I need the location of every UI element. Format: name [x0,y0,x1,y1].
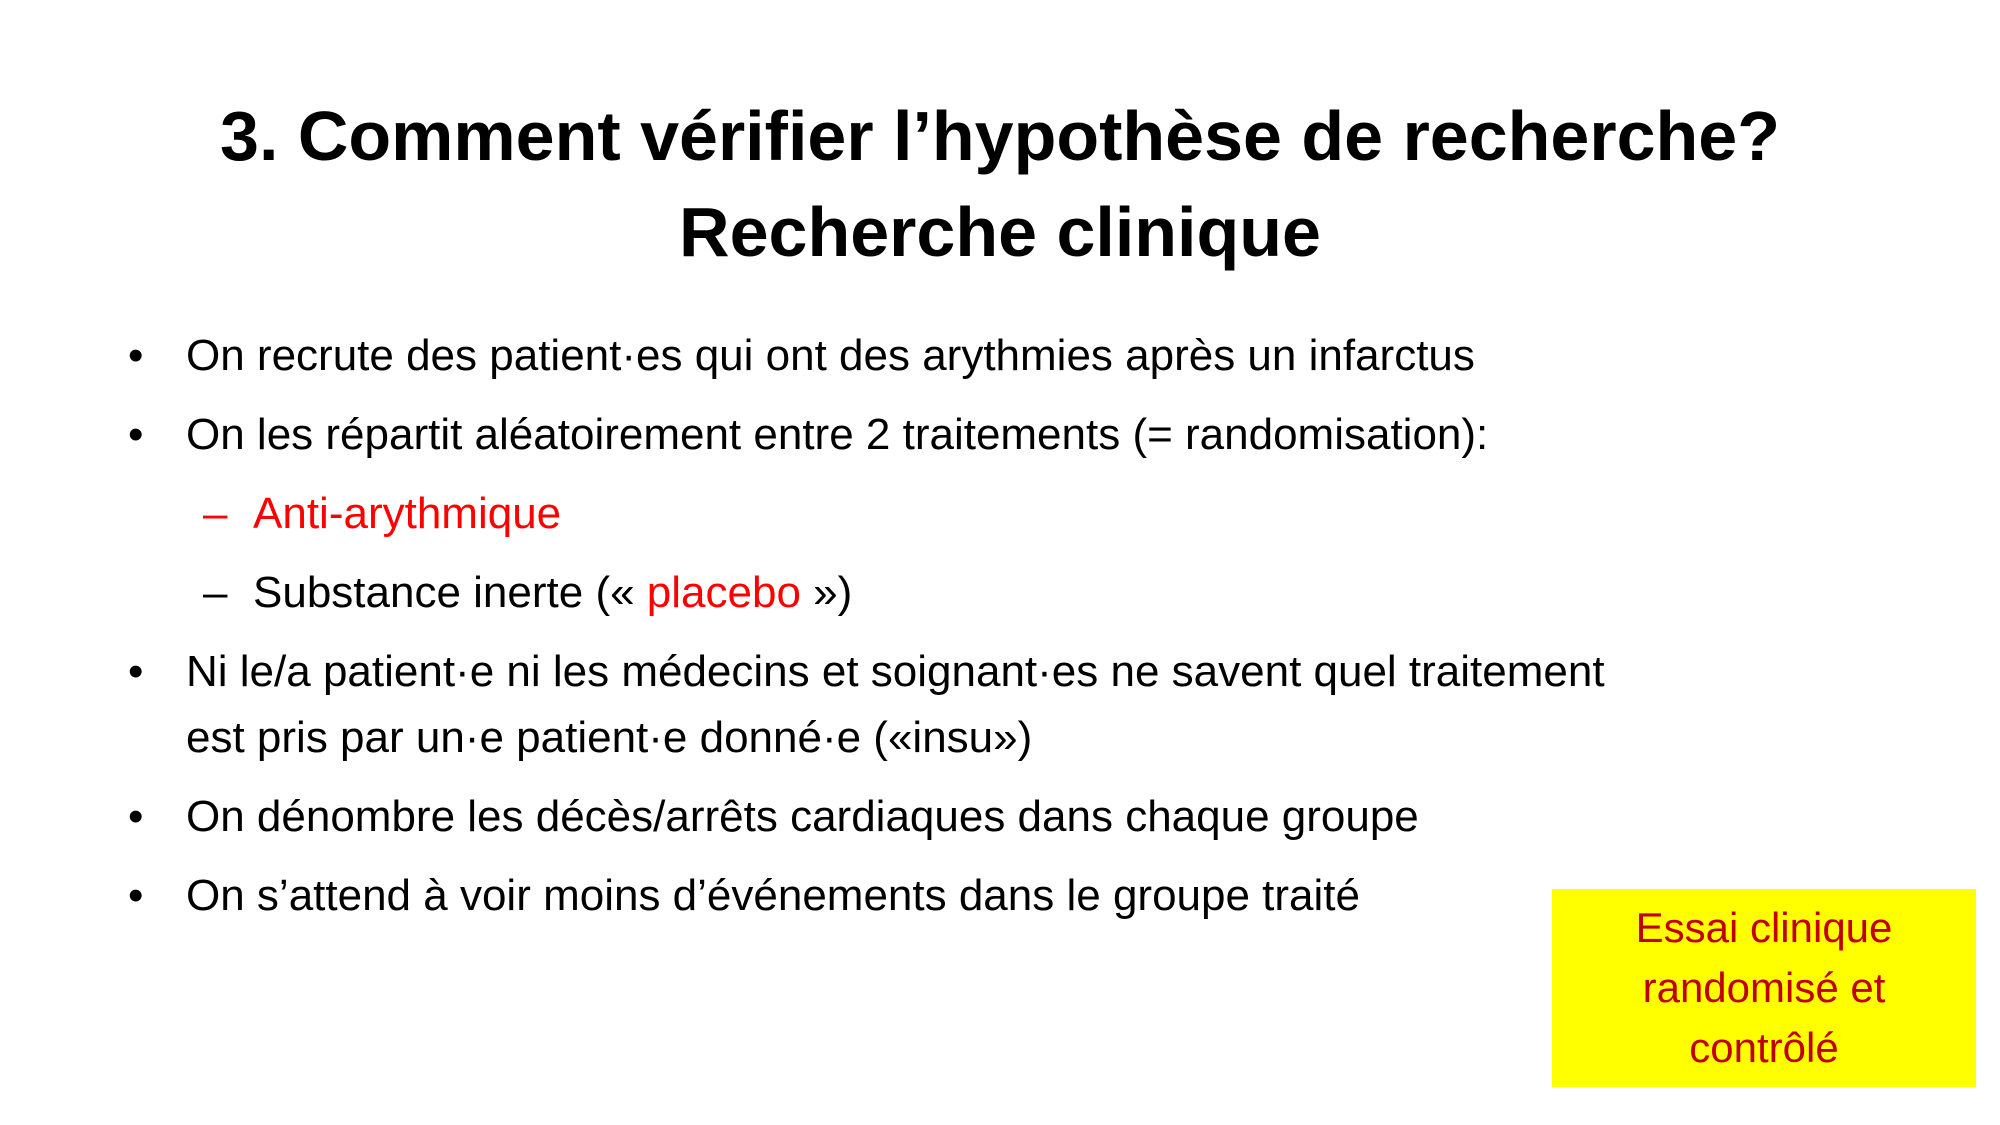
callout-line-1: Essai clinique [1635,904,1893,951]
text-after: ») [800,568,853,617]
sub-bullet-marker: – [203,489,228,538]
bullet-text-line-1: Ni le/a patient·e ni les médecins et soignant·es ne savent quel traitement [186,647,1605,696]
bullet-marker: • [128,410,144,459]
title-line-1: 3. Comment vérifier l’hypothèse de recherche? [220,97,1780,175]
bullet-text: On s’attend à voir moins d’événements dans le groupe traité [186,871,1360,920]
sub-bullet-text: Anti-arythmique [253,489,562,538]
slide-title [0,88,2000,280]
sub-bullet-text [253,559,852,627]
bullet-marker: • [128,647,144,696]
bullet-text: On les répartit aléatoirement entre 2 traitements (= randomisation): [186,410,1489,459]
text-before: Substance inerte (« [253,568,647,617]
bullet-marker: • [128,792,144,841]
callout-line-2: randomisé et [1642,964,1886,1011]
bullet-marker: • [128,871,144,920]
callout-box [1552,889,1976,1087]
bullet-text: On recrute des patient·es qui ont des arythmies après un infarctus [186,331,1475,380]
title-line-2: Recherche clinique [679,193,1321,271]
bullet-marker: • [128,331,144,380]
bullet-text-line-2: est pris par un·e patient·e donné·e («insu») [186,713,1033,762]
sub-bullet-marker: – [203,568,228,617]
callout-line-3: contrôlé [1689,1024,1839,1071]
placebo-highlight: placebo [646,568,801,617]
bullet-text: On dénombre les décès/arrêts cardiaques dans chaque groupe [186,792,1419,841]
